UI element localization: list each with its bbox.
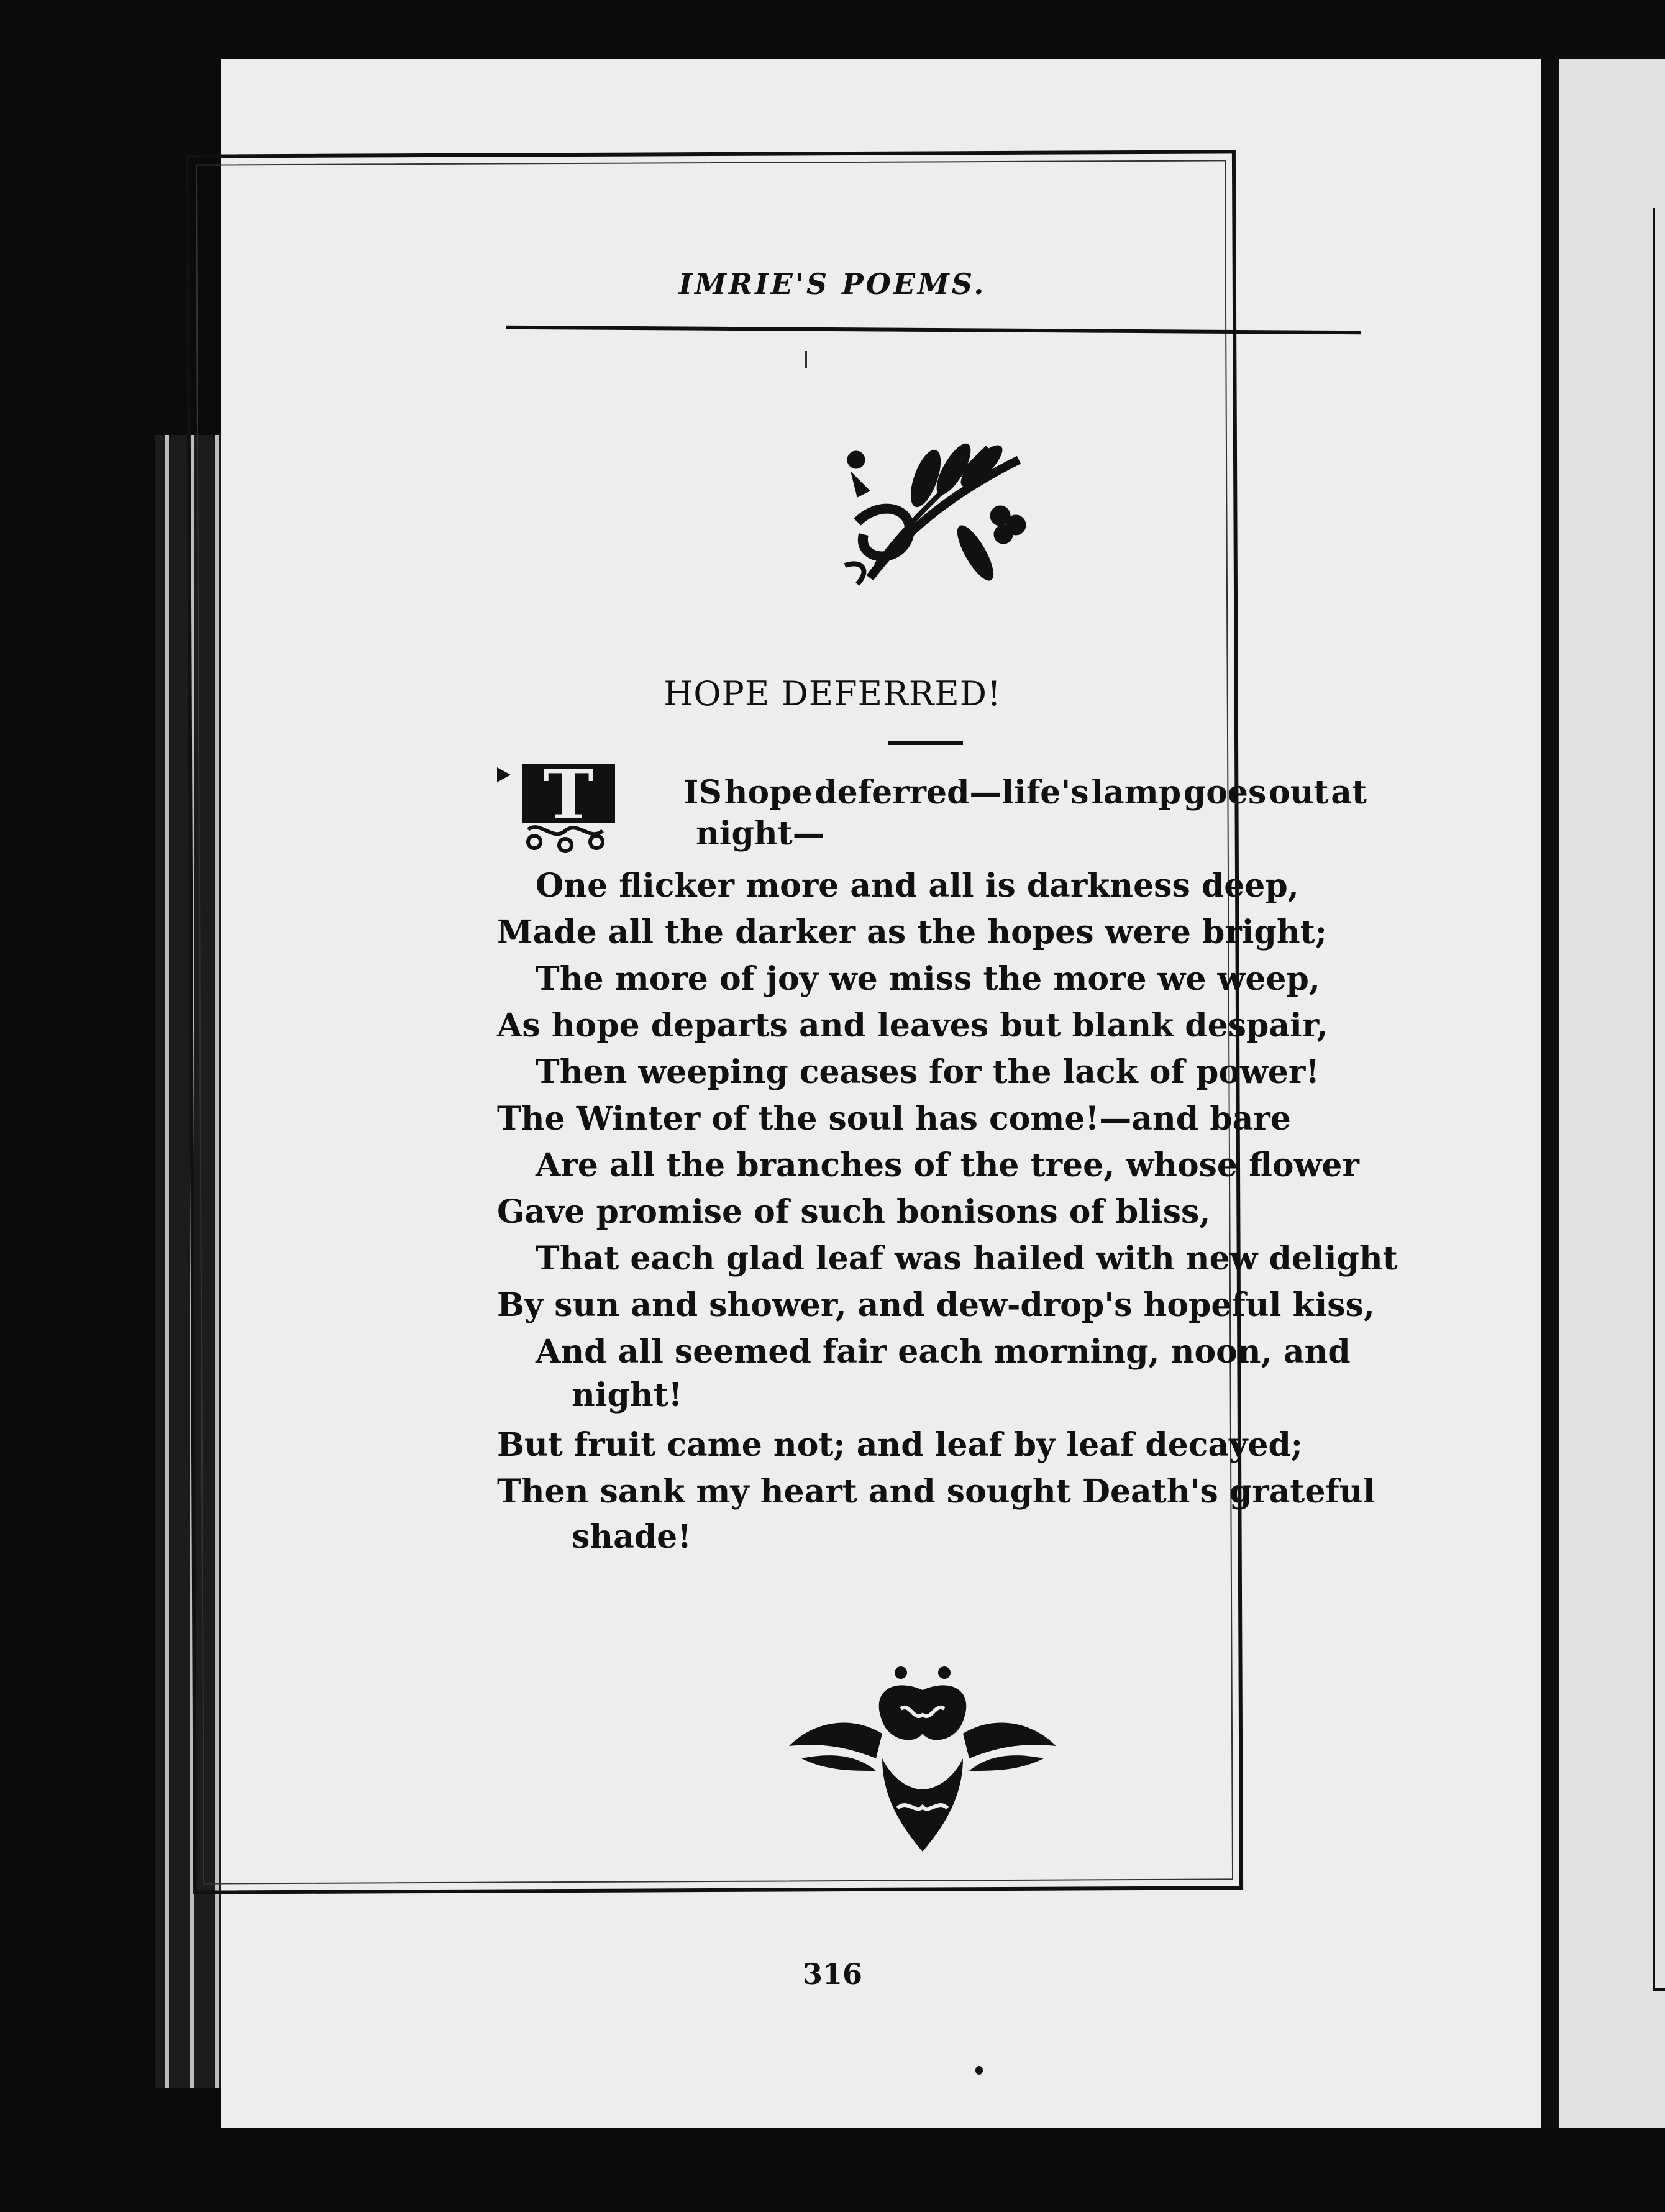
poem-line: night! (572, 1376, 683, 1414)
word: lamp (1091, 774, 1182, 811)
word: goes (1183, 774, 1267, 811)
title-rule (888, 741, 963, 745)
poem-line: By sun and shower, and dew-drop's hopeful kiss, (497, 1286, 1375, 1324)
poem-line: That each glad leaf was hailed with new delight (536, 1240, 1398, 1277)
drop-cap-letter: T (543, 761, 594, 834)
adjacent-frame-edge (1653, 208, 1655, 1991)
page-number: 316 (802, 1957, 863, 1991)
word: IS (683, 774, 722, 811)
poem-line: As hope departs and leaves but blank despair, (497, 1007, 1328, 1044)
poem-line: The more of joy we miss the more we weep, (536, 960, 1320, 998)
poem-line: Then sank my heart and sought Death's grateful (497, 1473, 1375, 1510)
floral-ornament-icon (833, 435, 1044, 596)
poem-line: Gave promise of such bonisons of bliss, (497, 1193, 1211, 1231)
gutter (1541, 59, 1559, 2128)
poem-line: Then weeping ceases for the lack of power! (536, 1053, 1320, 1091)
stray-mark (805, 351, 807, 368)
word: deferred—life's (814, 774, 1089, 811)
word: hope (724, 774, 813, 811)
running-head: IMRIE'S POEMS. (678, 267, 987, 301)
adjacent-page (1559, 59, 1665, 2128)
poem-line: night— (696, 815, 825, 852)
poem-line: The Winter of the soul has come!—and bare (497, 1100, 1291, 1138)
poem-line-1 (683, 774, 1367, 811)
word: out (1269, 774, 1329, 811)
word: at (1331, 774, 1367, 811)
poem-line: shade! (572, 1518, 692, 1556)
drop-cap-ornament (497, 761, 621, 854)
poem-line: But fruit came not; and leaf by leaf decayed; (497, 1426, 1303, 1464)
ink-speck (975, 2066, 983, 2075)
tailpiece-ornament-icon (789, 1665, 1056, 1852)
poem-line: And all seemed fair each morning, noon, and (536, 1333, 1351, 1371)
poem-title: HOPE DEFERRED! (664, 674, 1001, 713)
poem-line: Are all the branches of the tree, whose flower (536, 1146, 1359, 1184)
poem-line: One flicker more and all is darkness deep, (536, 867, 1299, 905)
poem-line: Made all the darker as the hopes were bright; (497, 913, 1327, 951)
